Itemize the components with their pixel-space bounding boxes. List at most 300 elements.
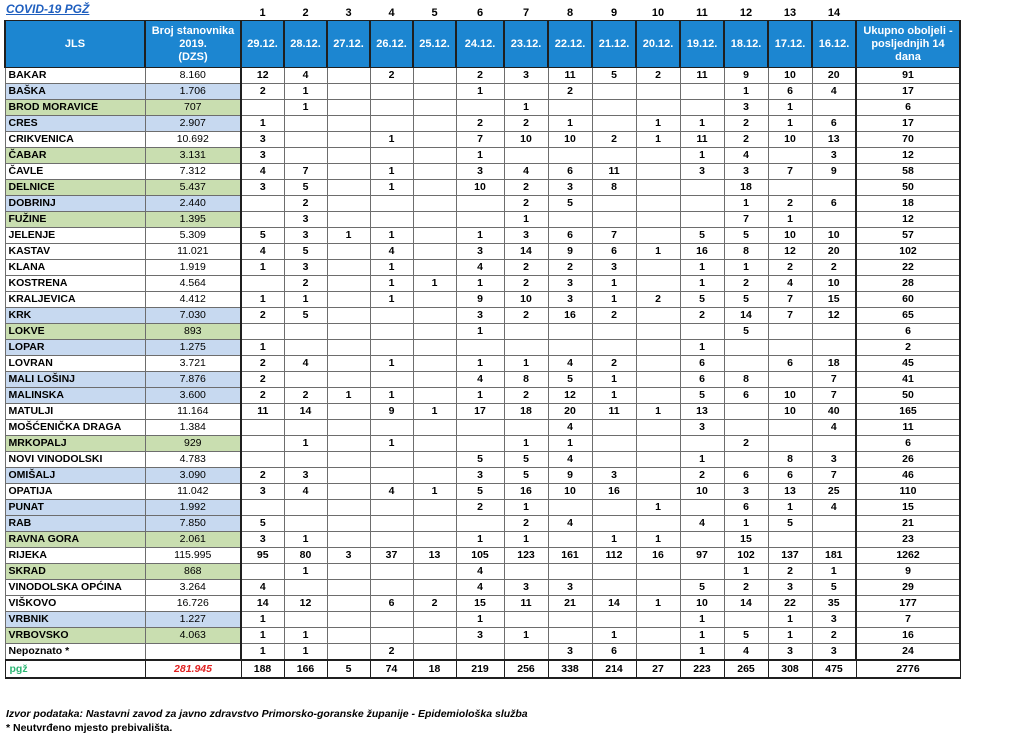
case-cell: 3	[548, 292, 592, 308]
case-cell: 4	[241, 580, 284, 596]
case-cell	[592, 116, 636, 132]
municipality-name: KLANA	[5, 260, 145, 276]
case-cell	[241, 196, 284, 212]
case-cell: 1	[680, 612, 724, 628]
case-cell	[724, 452, 768, 468]
case-cell: 2	[284, 276, 327, 292]
case-cell	[327, 468, 370, 484]
municipality-name: FUŽINE	[5, 212, 145, 228]
case-cell: 1	[680, 276, 724, 292]
summary-cell: 256	[504, 660, 548, 678]
case-cell: 2	[768, 196, 812, 212]
case-cell	[327, 196, 370, 212]
population-cell: 7.030	[145, 308, 241, 324]
case-cell: 1	[413, 276, 456, 292]
case-cell: 3	[456, 468, 504, 484]
case-cell: 7	[284, 164, 327, 180]
case-cell	[370, 628, 413, 644]
case-cell	[768, 324, 812, 340]
case-cell	[636, 196, 680, 212]
total-cell: 91	[856, 68, 960, 84]
column-number: 14	[827, 7, 841, 19]
case-cell: 7	[724, 212, 768, 228]
municipality-name: DELNICE	[5, 180, 145, 196]
case-cell	[812, 180, 856, 196]
case-cell: 1	[370, 228, 413, 244]
case-cell	[592, 612, 636, 628]
case-cell	[327, 308, 370, 324]
population-cell: 7.850	[145, 516, 241, 532]
case-cell: 2	[241, 84, 284, 100]
case-cell	[327, 404, 370, 420]
case-cell	[812, 532, 856, 548]
case-cell: 2	[812, 260, 856, 276]
case-cell	[592, 564, 636, 580]
case-cell: 181	[812, 548, 856, 564]
population-cell: 4.783	[145, 452, 241, 468]
case-cell: 1	[680, 116, 724, 132]
case-cell: 18	[724, 180, 768, 196]
case-cell	[768, 340, 812, 356]
case-cell	[636, 628, 680, 644]
case-cell: 3	[548, 644, 592, 661]
case-cell: 11	[680, 132, 724, 148]
case-cell: 5	[548, 372, 592, 388]
case-cell: 5	[241, 228, 284, 244]
case-cell: 1	[724, 516, 768, 532]
case-cell: 7	[456, 132, 504, 148]
case-cell	[413, 116, 456, 132]
header-population	[145, 21, 241, 68]
municipality-name: RAB	[5, 516, 145, 532]
total-cell: 2	[856, 340, 960, 356]
header-total-line: posljednjih 14	[871, 37, 945, 50]
case-cell	[413, 644, 456, 661]
case-cell	[413, 356, 456, 372]
case-cell: 3	[592, 468, 636, 484]
case-cell: 3	[241, 532, 284, 548]
table-row	[5, 372, 960, 388]
case-cell: 10	[768, 404, 812, 420]
case-cell: 1	[768, 116, 812, 132]
case-cell	[327, 532, 370, 548]
case-cell	[413, 164, 456, 180]
case-cell: 3	[284, 212, 327, 228]
case-cell	[548, 212, 592, 228]
case-cell	[724, 340, 768, 356]
case-cell	[327, 116, 370, 132]
population-cell: 2.061	[145, 532, 241, 548]
case-cell: 6	[548, 164, 592, 180]
case-cell	[724, 612, 768, 628]
municipality-name: RIJEKA	[5, 548, 145, 564]
case-cell	[327, 628, 370, 644]
case-cell	[327, 516, 370, 532]
case-cell: 1	[680, 644, 724, 661]
case-cell: 2	[548, 84, 592, 100]
total-cell: 16	[856, 628, 960, 644]
case-cell	[327, 580, 370, 596]
case-cell: 2	[504, 388, 548, 404]
case-cell: 1	[456, 276, 504, 292]
case-cell	[592, 212, 636, 228]
summary-cell: 265	[724, 660, 768, 678]
case-cell: 1	[636, 532, 680, 548]
footnote-note: * Neutvrđeno mjesto prebivališta.	[6, 722, 173, 734]
case-cell	[413, 180, 456, 196]
table-row	[5, 84, 960, 100]
table-row	[5, 388, 960, 404]
case-cell	[327, 372, 370, 388]
case-cell: 5	[284, 180, 327, 196]
case-cell	[327, 356, 370, 372]
case-cell	[636, 516, 680, 532]
case-cell: 161	[548, 548, 592, 564]
page-title: COVID-19 PGŽ	[6, 2, 90, 16]
case-cell: 16	[504, 484, 548, 500]
municipality-name: ČABAR	[5, 148, 145, 164]
total-cell: 57	[856, 228, 960, 244]
municipality-name: DOBRINJ	[5, 196, 145, 212]
case-cell: 15	[724, 532, 768, 548]
case-cell	[327, 644, 370, 661]
header-row	[5, 21, 960, 68]
case-cell	[284, 372, 327, 388]
case-cell	[504, 324, 548, 340]
case-cell: 2	[413, 596, 456, 612]
total-cell: 58	[856, 164, 960, 180]
case-cell: 3	[504, 228, 548, 244]
case-cell: 2	[504, 516, 548, 532]
municipality-name: BROD MORAVICE	[5, 100, 145, 116]
case-cell	[636, 164, 680, 180]
case-cell	[636, 644, 680, 661]
case-cell: 1	[370, 164, 413, 180]
case-cell: 12	[812, 308, 856, 324]
municipality-name: BAKAR	[5, 68, 145, 84]
case-cell: 3	[812, 612, 856, 628]
population-cell: 5.437	[145, 180, 241, 196]
case-cell	[636, 372, 680, 388]
case-cell: 11	[548, 68, 592, 84]
case-cell: 105	[456, 548, 504, 564]
case-cell	[812, 100, 856, 116]
case-cell: 21	[548, 596, 592, 612]
table-row	[5, 548, 960, 564]
case-cell	[413, 340, 456, 356]
case-cell	[636, 148, 680, 164]
case-cell: 11	[592, 164, 636, 180]
case-cell	[812, 516, 856, 532]
case-cell	[548, 340, 592, 356]
case-cell: 1	[456, 84, 504, 100]
case-cell: 10	[680, 596, 724, 612]
case-cell	[370, 148, 413, 164]
case-cell: 2	[370, 68, 413, 84]
total-cell: 24	[856, 644, 960, 661]
case-cell	[370, 580, 413, 596]
case-cell: 1	[724, 564, 768, 580]
covid-table	[4, 6, 961, 679]
total-cell: 26	[856, 452, 960, 468]
case-cell: 1	[812, 564, 856, 580]
summary-label: pgž	[5, 660, 145, 678]
case-cell: 2	[456, 500, 504, 516]
case-cell	[413, 324, 456, 340]
summary-population: 281.945	[145, 660, 241, 678]
case-cell: 123	[504, 548, 548, 564]
case-cell: 1	[284, 644, 327, 661]
case-cell: 25	[812, 484, 856, 500]
summary-cell: 223	[680, 660, 724, 678]
case-cell	[680, 564, 724, 580]
case-cell	[592, 324, 636, 340]
population-cell: 3.264	[145, 580, 241, 596]
case-cell: 4	[680, 516, 724, 532]
case-cell: 3	[284, 468, 327, 484]
case-cell	[413, 308, 456, 324]
case-cell	[548, 612, 592, 628]
case-cell: 1	[724, 196, 768, 212]
case-cell: 5	[768, 516, 812, 532]
municipality-name: NOVI VINODOLSKI	[5, 452, 145, 468]
case-cell	[636, 260, 680, 276]
table-row	[5, 340, 960, 356]
case-cell: 1	[504, 212, 548, 228]
case-cell	[413, 452, 456, 468]
case-cell	[241, 276, 284, 292]
case-cell: 6	[724, 388, 768, 404]
column-number: 5	[431, 7, 438, 19]
case-cell: 1	[636, 404, 680, 420]
case-cell: 5	[456, 452, 504, 468]
case-cell	[413, 372, 456, 388]
case-cell: 1	[680, 148, 724, 164]
summary-cell: 74	[370, 660, 413, 678]
case-cell: 6	[548, 228, 592, 244]
case-cell: 16	[592, 484, 636, 500]
case-cell: 5	[548, 196, 592, 212]
case-cell: 3	[592, 260, 636, 276]
case-cell	[241, 436, 284, 452]
case-cell	[636, 564, 680, 580]
table-row	[5, 132, 960, 148]
case-cell: 1	[241, 116, 284, 132]
case-cell: 8	[724, 244, 768, 260]
case-cell: 4	[284, 356, 327, 372]
case-cell: 4	[548, 516, 592, 532]
case-cell: 6	[724, 468, 768, 484]
case-cell: 5	[680, 228, 724, 244]
case-cell	[284, 612, 327, 628]
total-cell: 50	[856, 180, 960, 196]
case-cell: 2	[241, 388, 284, 404]
case-cell: 1	[241, 628, 284, 644]
total-cell: 12	[856, 212, 960, 228]
case-cell: 6	[592, 244, 636, 260]
table-row	[5, 100, 960, 116]
case-cell	[680, 436, 724, 452]
population-cell: 707	[145, 100, 241, 116]
case-cell: 1	[284, 84, 327, 100]
municipality-name: KRK	[5, 308, 145, 324]
case-cell: 2	[504, 180, 548, 196]
case-cell: 2	[724, 580, 768, 596]
column-number: 7	[522, 7, 530, 19]
case-cell: 4	[812, 500, 856, 516]
case-cell	[768, 180, 812, 196]
case-cell	[636, 420, 680, 436]
case-cell	[592, 436, 636, 452]
header-population-line: (DZS)	[178, 50, 208, 63]
case-cell: 4	[284, 484, 327, 500]
case-cell: 5	[680, 292, 724, 308]
case-cell	[548, 148, 592, 164]
case-cell: 6	[812, 196, 856, 212]
case-cell	[592, 340, 636, 356]
case-cell	[284, 324, 327, 340]
case-cell: 1	[636, 132, 680, 148]
case-cell: 6	[768, 356, 812, 372]
table-row	[5, 116, 960, 132]
case-cell: 102	[724, 548, 768, 564]
case-cell: 3	[548, 276, 592, 292]
case-cell: 6	[812, 116, 856, 132]
case-cell	[284, 116, 327, 132]
case-cell: 1	[636, 596, 680, 612]
case-cell	[504, 148, 548, 164]
total-cell: 177	[856, 596, 960, 612]
summary-cell: 5	[327, 660, 370, 678]
case-cell	[413, 532, 456, 548]
case-cell	[680, 212, 724, 228]
case-cell: 1	[284, 628, 327, 644]
total-cell: 7	[856, 612, 960, 628]
case-cell: 4	[456, 564, 504, 580]
population-cell: 5.309	[145, 228, 241, 244]
case-cell: 3	[724, 100, 768, 116]
total-cell: 165	[856, 404, 960, 420]
municipality-name: CRIKVENICA	[5, 132, 145, 148]
case-cell: 1	[284, 564, 327, 580]
population-cell: 1.919	[145, 260, 241, 276]
case-cell: 4	[241, 244, 284, 260]
case-cell: 7	[768, 308, 812, 324]
case-cell	[636, 452, 680, 468]
table-row	[5, 500, 960, 516]
case-cell	[548, 628, 592, 644]
case-cell: 2	[636, 68, 680, 84]
case-cell	[370, 468, 413, 484]
case-cell: 2	[504, 196, 548, 212]
case-cell	[768, 372, 812, 388]
case-cell: 14	[504, 244, 548, 260]
total-cell: 21	[856, 516, 960, 532]
column-number-row	[5, 6, 960, 21]
case-cell: 1	[592, 276, 636, 292]
case-cell: 9	[724, 68, 768, 84]
case-cell	[370, 532, 413, 548]
case-cell: 1	[768, 100, 812, 116]
case-cell	[370, 420, 413, 436]
case-cell: 5	[724, 228, 768, 244]
case-cell	[680, 100, 724, 116]
column-number: 13	[783, 7, 797, 19]
case-cell: 4	[548, 452, 592, 468]
case-cell	[284, 452, 327, 468]
case-cell: 1	[370, 260, 413, 276]
case-cell	[548, 100, 592, 116]
case-cell	[413, 468, 456, 484]
case-cell: 6	[370, 596, 413, 612]
case-cell: 14	[241, 596, 284, 612]
case-cell: 10	[504, 292, 548, 308]
header-total-line: Ukupno oboljeli -	[863, 24, 953, 37]
footnote-source: Izvor podataka: Nastavni zavod za javno zdravstvo Primorsko-goranske županije - Epidemiološka služba	[6, 708, 528, 720]
total-cell: 6	[856, 436, 960, 452]
case-cell	[456, 644, 504, 661]
case-cell: 16	[636, 548, 680, 564]
case-cell: 11	[680, 68, 724, 84]
total-cell: 12	[856, 148, 960, 164]
case-cell: 1	[241, 260, 284, 276]
case-cell	[370, 100, 413, 116]
total-cell: 41	[856, 372, 960, 388]
case-cell: 3	[456, 244, 504, 260]
case-cell	[636, 228, 680, 244]
case-cell: 1	[370, 356, 413, 372]
case-cell: 4	[370, 244, 413, 260]
case-cell: 10	[504, 132, 548, 148]
case-cell: 5	[592, 68, 636, 84]
table-row	[5, 420, 960, 436]
case-cell: 7	[812, 388, 856, 404]
case-cell	[413, 196, 456, 212]
total-cell: 17	[856, 84, 960, 100]
case-cell	[592, 420, 636, 436]
case-cell	[327, 148, 370, 164]
case-cell: 4	[724, 644, 768, 661]
municipality-name: VIŠKOVO	[5, 596, 145, 612]
case-cell	[504, 340, 548, 356]
case-cell	[456, 340, 504, 356]
column-number: 8	[566, 7, 574, 19]
case-cell	[370, 372, 413, 388]
case-cell	[548, 324, 592, 340]
case-cell	[812, 324, 856, 340]
case-cell: 20	[548, 404, 592, 420]
case-cell	[592, 148, 636, 164]
municipality-name: VRBNIK	[5, 612, 145, 628]
population-cell: 8.160	[145, 68, 241, 84]
case-cell: 6	[680, 356, 724, 372]
case-cell	[548, 564, 592, 580]
municipality-name: SKRAD	[5, 564, 145, 580]
case-cell: 1	[680, 628, 724, 644]
case-cell	[370, 84, 413, 100]
case-cell: 7	[768, 164, 812, 180]
case-cell: 5	[812, 580, 856, 596]
case-cell	[636, 276, 680, 292]
summary-cell: 18	[413, 660, 456, 678]
summary-cell: 219	[456, 660, 504, 678]
case-cell: 35	[812, 596, 856, 612]
case-cell: 12	[548, 388, 592, 404]
case-cell: 5	[680, 580, 724, 596]
case-cell: 4	[548, 420, 592, 436]
table-row	[5, 196, 960, 212]
case-cell	[504, 564, 548, 580]
